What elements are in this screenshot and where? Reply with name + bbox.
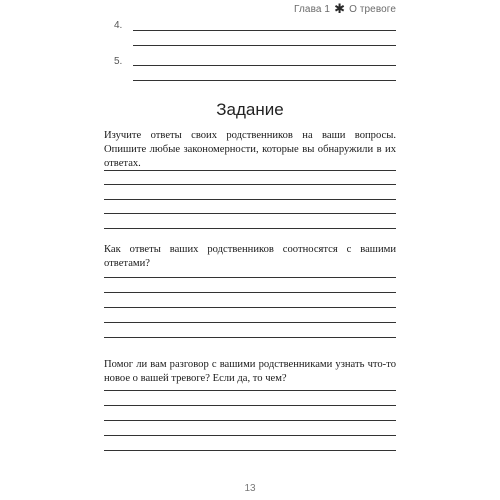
running-header bbox=[294, 0, 396, 16]
answer-line[interactable] bbox=[104, 420, 396, 421]
answer-line[interactable] bbox=[104, 184, 396, 185]
answer-line[interactable] bbox=[104, 199, 396, 200]
answer-line[interactable] bbox=[104, 435, 396, 436]
chapter-label: Глава 1 bbox=[294, 4, 331, 15]
answer-line[interactable] bbox=[104, 390, 396, 391]
answer-line[interactable] bbox=[133, 65, 396, 66]
answer-line[interactable] bbox=[104, 322, 396, 323]
answer-line[interactable] bbox=[133, 80, 396, 81]
answer-line[interactable] bbox=[104, 277, 396, 278]
answer-line[interactable] bbox=[104, 307, 396, 308]
answer-line[interactable] bbox=[133, 45, 396, 46]
question-text: Изучите ответы своих родственников на ваши вопросы. Опишите любые закономерности, которые вы обнаружили в их ответах. bbox=[104, 130, 396, 169]
answer-line[interactable] bbox=[104, 450, 396, 451]
answer-line[interactable] bbox=[104, 337, 396, 338]
question-text: Помог ли вам разговор с вашими родственниками узнать что-то новое о вашей тревоге? Если да, то чем? bbox=[104, 359, 396, 384]
asterisk-icon: ✱ bbox=[334, 1, 346, 16]
answer-line[interactable] bbox=[104, 228, 396, 229]
list-item-number: 4. bbox=[114, 20, 123, 31]
answer-line[interactable] bbox=[104, 405, 396, 406]
answer-line[interactable] bbox=[104, 170, 396, 171]
question-text: Как ответы ваших родственников соотносятся с вашими ответами? bbox=[104, 244, 396, 269]
chapter-topic: О тревоге bbox=[349, 4, 396, 15]
answer-line[interactable] bbox=[133, 30, 396, 31]
list-item-number: 5. bbox=[114, 56, 123, 67]
section-title: Задание bbox=[216, 100, 284, 119]
page-number: 13 bbox=[244, 483, 256, 494]
answer-line[interactable] bbox=[104, 292, 396, 293]
answer-line[interactable] bbox=[104, 213, 396, 214]
